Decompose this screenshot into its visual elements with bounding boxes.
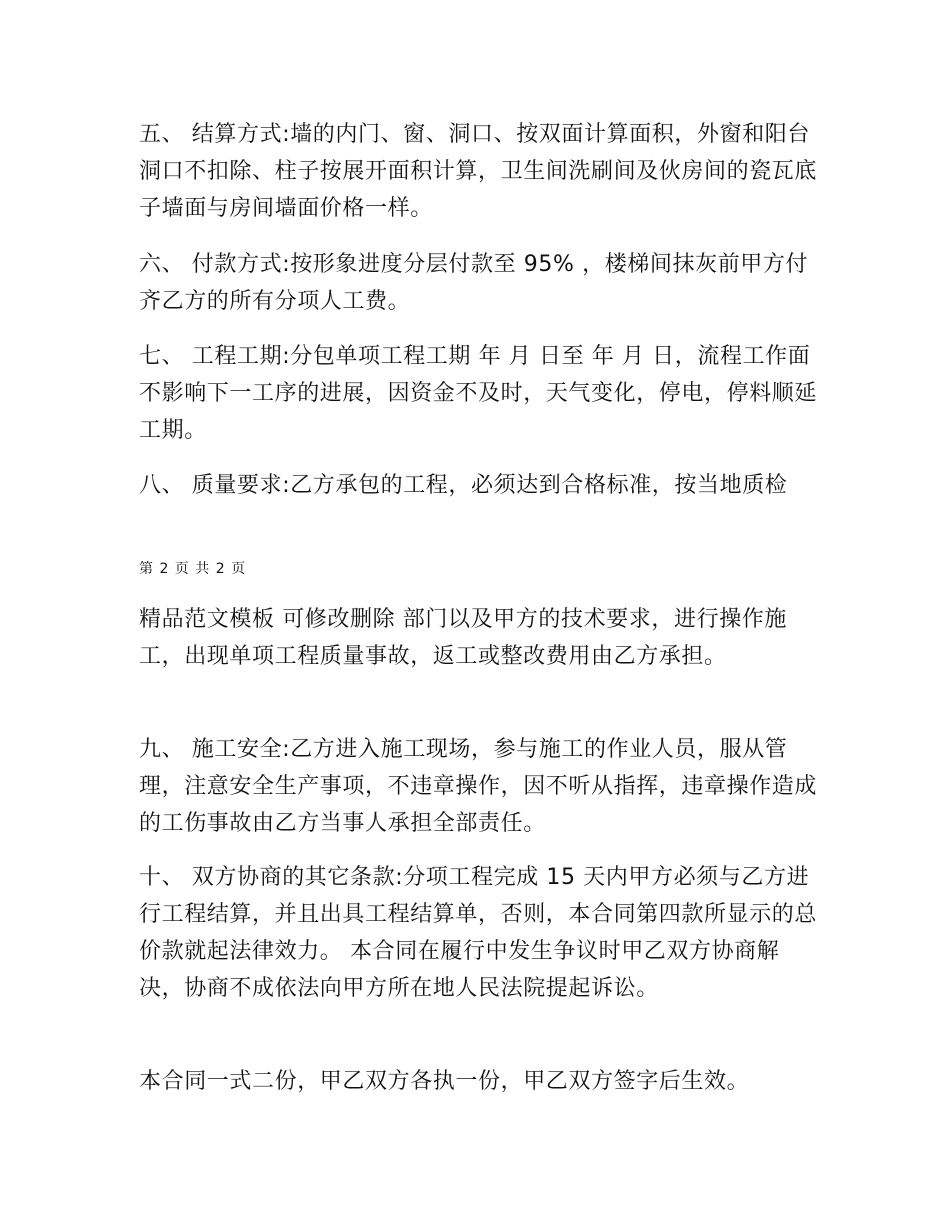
clause-8-quality-continued: 精品范文模板 可修改删除 部门以及甲方的技术要求，进行操作施工，出现单项工程质量事故，返工或整改费用由乙方承担。	[139, 607, 787, 669]
clause-6-payment: 六、 付款方式:按形象进度分层付款至 95% ，楼梯间抹灰前甲方付齐乙方的所有分项人工费。	[139, 252, 809, 314]
page-number-footer: 第 2 页 共 2 页	[139, 561, 247, 577]
clause-9-safety: 九、 施工安全:乙方进入施工现场，参与施工的作业人员，服从管理，注意安全生产事项，不违章操作，因不听从指挥，违章操作造成的工伤事故由乙方当事人承担全部责任。	[139, 737, 818, 836]
clause-8-quality: 八、 质量要求:乙方承包的工程，必须达到合格标准，按当地质检	[139, 473, 788, 498]
clause-10-other-terms: 十、 双方协商的其它条款:分项工程完成 15 天内甲方必须与乙方进行工程结算，并且出具工程结算单，否则，本合同第四款所显示的总价款就起法律效力。 本合同在履行中发生争议时甲乙双方协商解决，协商不成依法向甲方所在地人民法院提起诉讼。	[139, 865, 818, 1001]
clause-5-settlement: 五、 结算方式:墙的内门、窗、洞口、按双面计算面积，外窗和阳台洞口不扣除、柱子按展开面积计算，卫生间洗刷间及伙房间的瓷瓦底子墙面与房间墙面价格一样。	[139, 122, 818, 221]
closing-statement: 本合同一式二份，甲乙双方各执一份，甲乙双方签字后生效。	[139, 1069, 750, 1094]
clause-7-schedule: 七、 工程工期:分包单项工程工期 年 月 日至 年 月 日，流程工作面不影响下一工序的进展，因资金不及时，天气变化，停电，停料顺延工期。	[139, 344, 818, 443]
